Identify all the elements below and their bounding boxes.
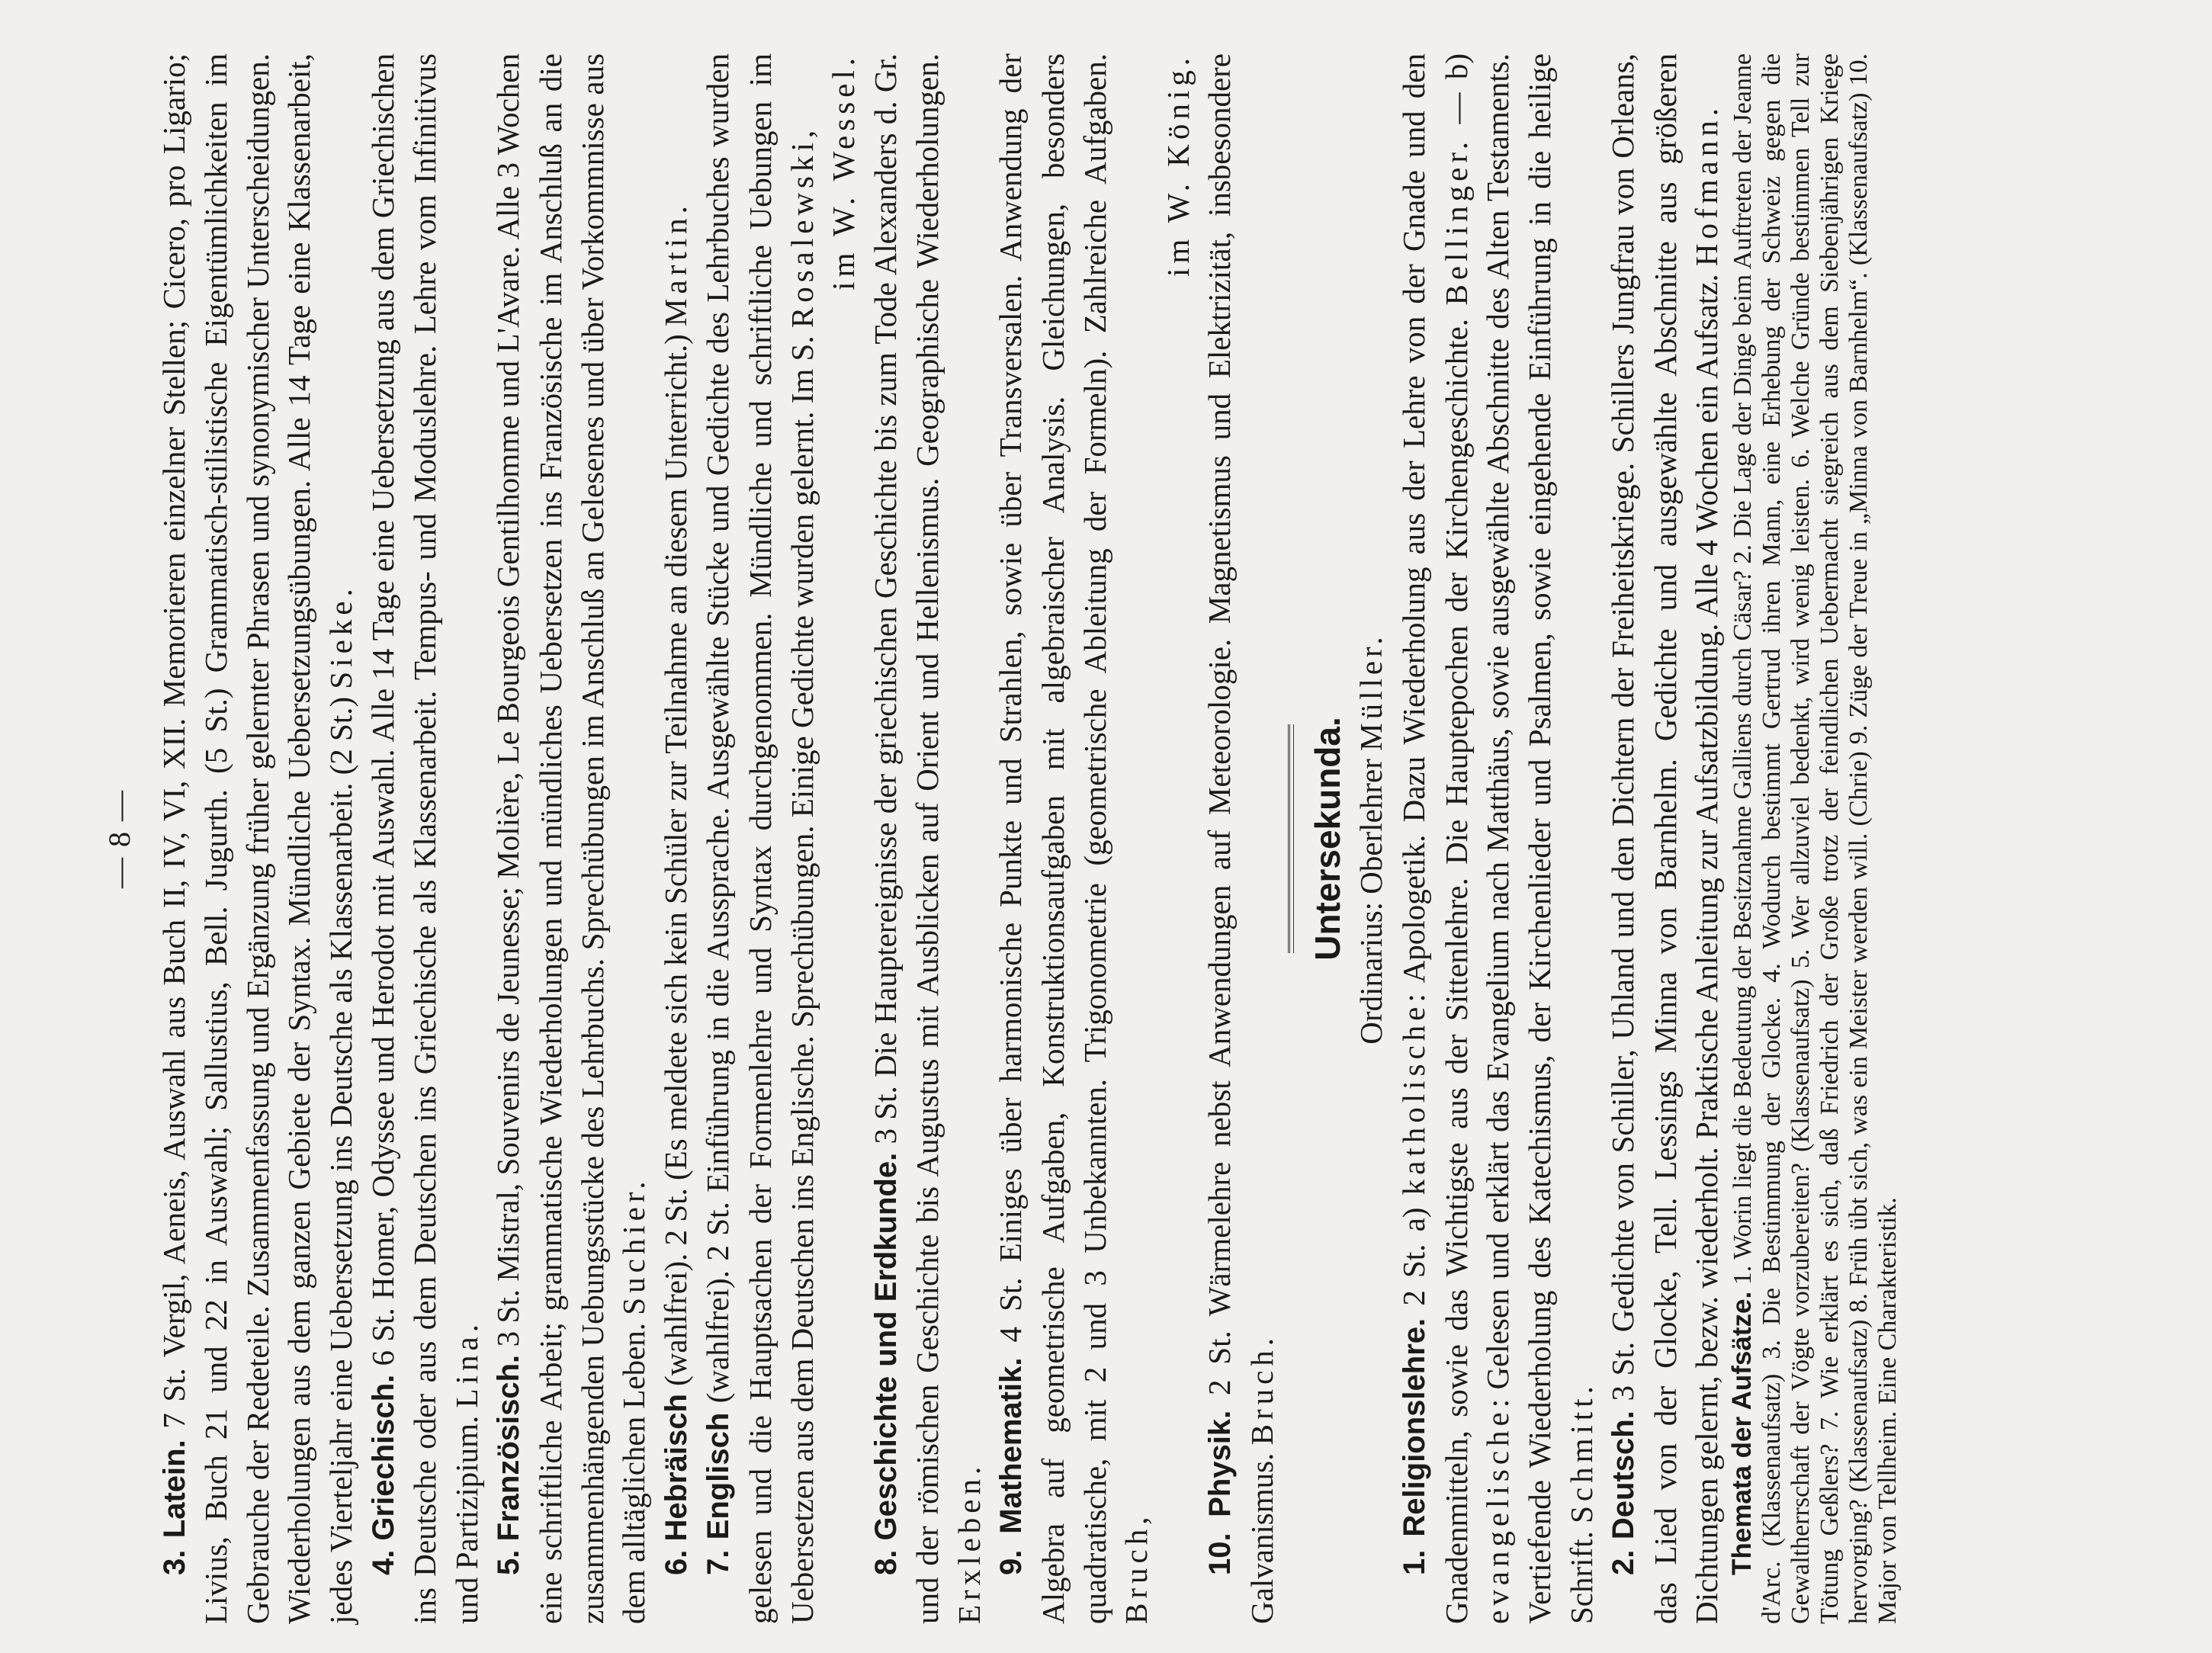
page-number: — 8 — (102, 789, 136, 888)
section-heading: 5. Französisch. (492, 1354, 526, 1575)
untersekunda-title: Untersekunda. (1307, 717, 1347, 961)
section-text: (wahlfrei). 2 St. Einführung in die Aussprache. Ausgewählte Stücke und Gedichte des Lehrbuches wurden gelesen und die Hauptsachen der Formenlehre und Syntax durchgenommen. Mündliche und schriftliche Uebungen im Uebersetzen aus dem Deutschen ins Englische. Sprechübungen. Einige Gedichte wurden gelernt. Im S. (700, 53, 820, 1624)
section-heading: 9. Mathematik. (994, 1357, 1029, 1575)
section-text: 4 St. Einiges über harmonische Punkte und Strahlen, sowie über Transversalen. Anwendung der Algebra auf geometrische Aufgaben, Konstruktionsaufgaben mit algebraischer Analysis. Gleichungen, besonders quadratische, mit 2 und 3 Unbekannten. Trigonometrie (geometrische Ableitung der Formeln). Zahlreiche Aufgaben. (993, 53, 1112, 1624)
section-text: 3 St. Gedichte von Schiller, Uhland und den Dichtern der Freiheitskriege. Schillers Jungfrau von Orleans, das Lied von der Glocke, Tell. Lessings Minna von Barnhelm. Gedichte und ausgewählte Abschnitte aus größeren Dichtungen gelernt, bezw. wiederholt. Praktische Anleitung zur Aufsatzbildung. Alle 4 Wochen ein Aufsatz. (1605, 53, 1725, 1624)
section-geschichte-erdkunde (865, 53, 990, 1624)
themes-text: 1. Worin liegt die Bedeutung der Besitznahme Galliens durch Cäsar? 2. Die Lage der Dinge beim Auftreten der Jeanne d'Arc. (Klassenaufsatz) 3. Die Bestimmung der Glocke. 4. Wodurch bestimmt Gertrud ihren Mann, eine Erhebung der Schweiz gegen die Gewaltherrschaft der Vögte vorzubereiten? (Klassenaufsatz) 5. Wer allzuviel bedenkt, wird wenig leisten. 6. Welche Gründe bestimmen Tell zur Tötung Geßlers? 7. Wie erklärt es sich, daß Friedrich der Große trotz der feindlichen Uebermacht siegreich aus dem Siebenjährigen Kriege hervorging? (Klassenaufsatz) 8. Früh übt sich, was ein Meister werden will. (Chrie) 9. Züge der Treue in „Minna von Barnhelm“. (Klassenaufsatz) 10. Major von Tellheim. Eine Charakteristik. (1728, 53, 1902, 1624)
section-text: 7 St. Vergil, Aeneis, Auswahl aus Buch II, IV, VI, XII. Memorieren einzelner Stellen; Cicero, pro Ligario; Livius, Buch 21 und 22 in Auswahl; Sallustius, Bell. Jugurth. (5 St.) Grammatisch-stilistische Eigentümlichkeiten im Gebrauche der Redeteile. Zusammenfassung und Ergänzung früher gelernter Phrasen und synonymischer Unterscheidungen. Wiederholungen aus dem ganzen Gebiete der Syntax. Mündliche Uebersetzungsübungen. Alle 14 Tage eine Klassenarbeit, jedes Vierteljahr eine Uebersetzung ins Deutsche als Klassenarbeit. (2 St.) (156, 53, 358, 1624)
section-heading: 6. Hebräisch (659, 1394, 693, 1575)
section-franzoesisch (487, 53, 654, 1624)
section-text: 2 St. Wärmelehre nebst Anwendungen auf Meteorologie. Magnetismus und Elektrizität, insbesondere Galvanismus. (1202, 53, 1280, 1624)
section-text: — b) (1438, 53, 1474, 137)
teacher-name-secondary: im W. König. (1160, 53, 1196, 277)
section-latein (153, 53, 362, 1624)
section-heading: 7. Englisch (701, 1412, 736, 1575)
denomination-katholisch: katholische (1396, 1002, 1432, 1196)
section-heading: 2. Deutsch. (1607, 1411, 1641, 1575)
section-heading: 3. Latein. (157, 1440, 191, 1575)
teacher-name: Bruch, (1119, 1512, 1154, 1624)
section-heading: 10. Physik. (1203, 1410, 1238, 1575)
ordinarius-name: Müller. (1353, 633, 1389, 751)
section-religionslehre (1393, 53, 1602, 1624)
section-mathematik (990, 53, 1196, 1624)
section-text: 3 St. Mistral, Souvenirs de Jeunesse; Molière, Le Bourgeois Gentilhomme und L'Avare. Alle 3 Wochen eine schriftliche Arbeit; grammatische Wiederholungen und mündliches Uebersetzen ins Französische im Anschluß an die zusammenhängenden Uebungsstücke des Lehrbuchs. Sprechübungen im Anschluß an Gelesenes und über Vorkommnisse aus dem alltäglichen Leben. (490, 53, 652, 1624)
teacher-name-secondary: im W. Wessel. (826, 53, 862, 290)
section-heading: 8. Geschichte und Erdkunde. (868, 1152, 903, 1575)
ordinarius-label: Ordinarius: Oberlehrer (1353, 750, 1389, 1045)
section-physik (1199, 53, 1283, 1624)
rotated-document-page (99, 53, 2188, 1624)
teacher-name: Bellinger. (1438, 136, 1474, 306)
section-hebraeisch (655, 53, 698, 1624)
themes-heading: Themata der Aufsätze. (1726, 1291, 1757, 1575)
teacher-name: Schmitt. (1563, 1382, 1599, 1523)
section-text: 6 St. Homer, Odyssee und Herodot mit Auswahl. Alle 14 Tage eine Uebersetzung aus dem Griechischen ins Deutsche oder aus dem Deutschen ins Griechische als Klassenarbeit. Tempus- und Moduslehre. Lehre vom Infinitivus und Partizipium. (364, 53, 484, 1624)
teacher-name: Hofmann. (1689, 103, 1725, 267)
essay-themes (1728, 53, 1902, 1624)
teacher-name: Sieke. (323, 584, 358, 689)
section-englisch (697, 53, 862, 1624)
teacher-name: Bruch. (1244, 1333, 1280, 1446)
denomination-evangelisch: evangelische (1480, 1407, 1516, 1624)
teacher-name: Martin. (657, 201, 693, 326)
teacher-name: Lina. (448, 1320, 484, 1408)
teacher-name: Suchier. (616, 1176, 652, 1315)
teacher-name: Rosalewski, (784, 125, 820, 329)
section-divider (1288, 724, 1294, 953)
section-text: 2 St. a) (1396, 1195, 1432, 1318)
section-griechisch (362, 53, 488, 1624)
section-text: : Gelesen und erklärt das Evangelium nach Matthäus, sowie ausgewählte Abschnitte des Alten Testaments. Vertiefende Wiederholung des Katechismus, der Kirchenlieder und Psalmen, sowie eingehende Einführung in die heilige Schrift. (1480, 53, 1599, 1624)
section-text: (wahlfrei). 2 St. (Es meldete sich kein Schüler zur Teilnahme an diesem Unterricht.) (657, 326, 693, 1395)
section-heading: 4. Griechisch. (366, 1374, 400, 1575)
section-text: : Apologetik. Dazu Wiederholung aus der Lehre von der Gnade und den Gnadenmitteln, sowie das Wichtigste aus der Sittenlehre. Die Hauptepochen der Kirchengeschichte. (1396, 53, 1474, 1624)
section-deutsch (1602, 53, 1728, 1624)
teacher-name: Erxleben. (951, 1462, 987, 1624)
section-heading: 1. Religionslehre. (1398, 1318, 1432, 1575)
section-text: 3 St. Die Hauptereignisse der griechischen Geschichte bis zum Tode Alexanders d. Gr. und der römischen Geschichte bis Augustus mit Ausblicken auf Orient und Hellenismus. Geographische Wiederholungen. (867, 53, 945, 1624)
ordinarius-line (1350, 53, 1392, 1624)
